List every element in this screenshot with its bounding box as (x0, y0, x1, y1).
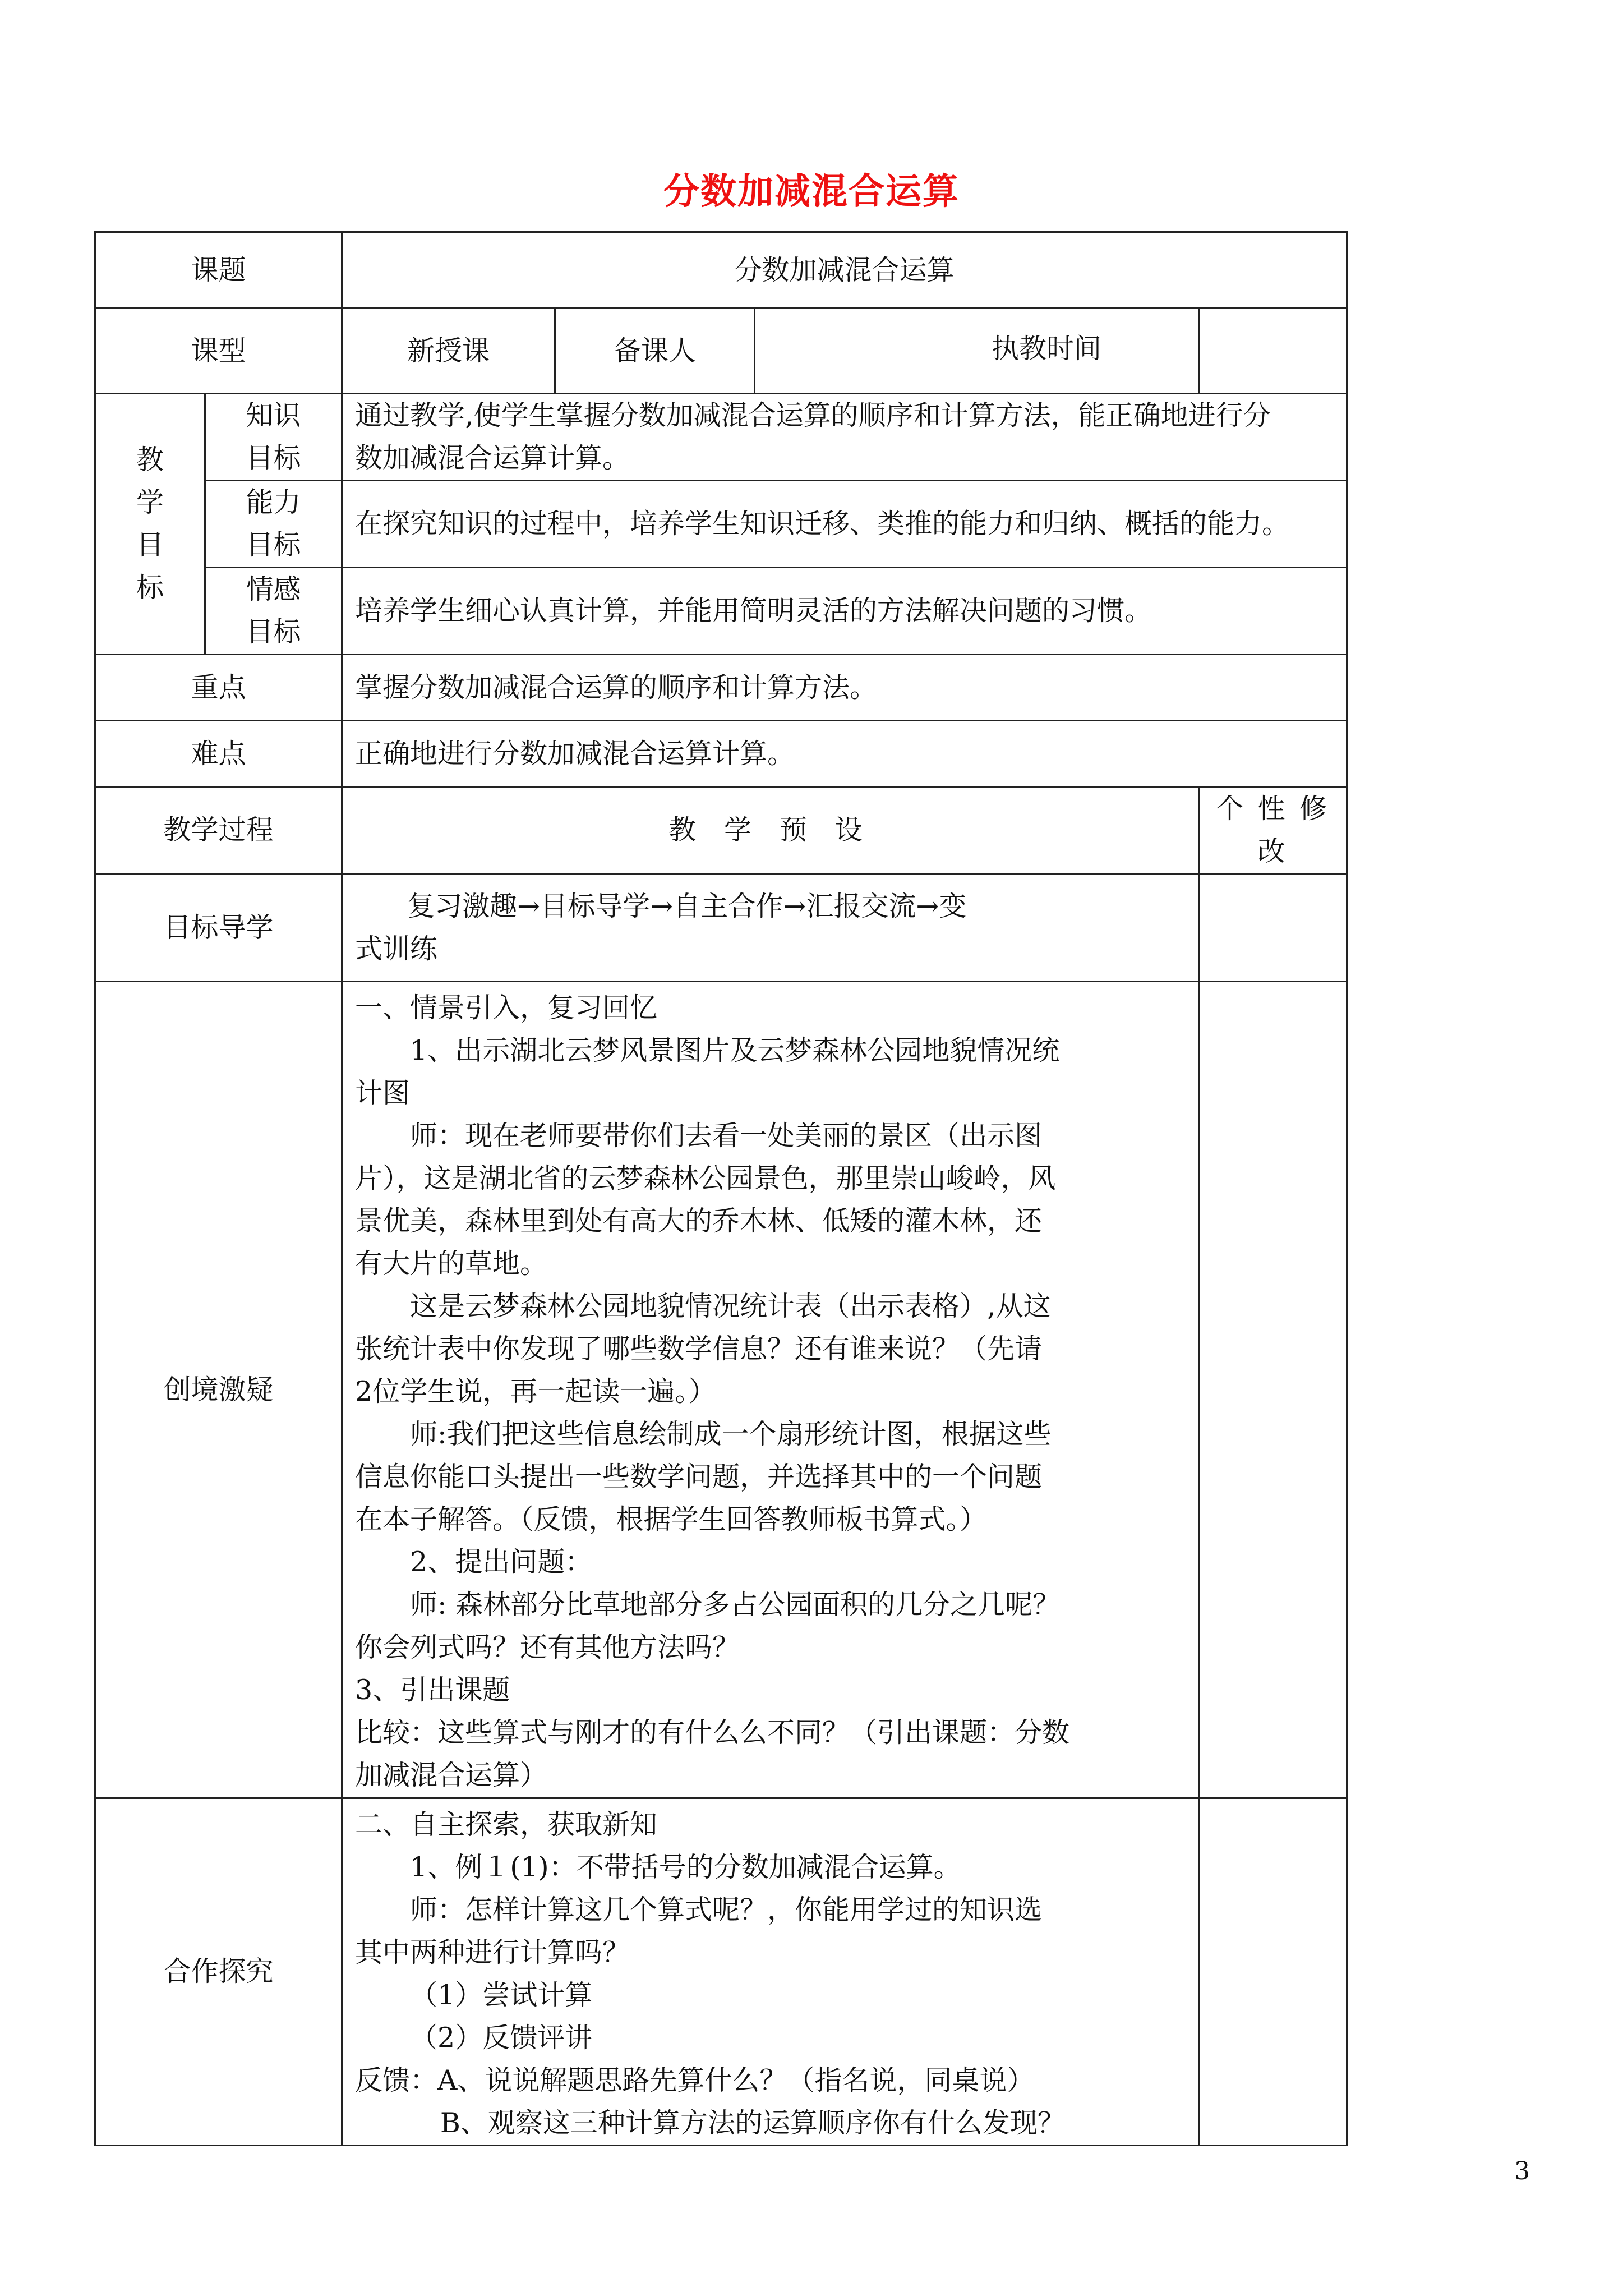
situation-line: 计图 (355, 1077, 411, 1109)
cooperation-modify (1199, 1798, 1347, 2146)
cooperation-line: 反馈：A、说说解题思路先算什么？（指名说，同桌说） (355, 2064, 1035, 2096)
ability-label-line-2: 目标 (246, 529, 301, 561)
situation-line: 这是云梦森林公园地貌情况统计表（出示表格）,从这 (410, 1290, 1051, 1322)
situation-line: 比较：这些算式与刚才的有什么么不同？（引出课题：分数 (355, 1717, 1070, 1749)
row-difficulty (95, 721, 1347, 787)
process-label: 教学过程 (95, 787, 342, 874)
topic-label: 课题 (95, 232, 342, 309)
row-target-guide (95, 874, 1347, 982)
modify-header: 个 性 修 改 (1199, 787, 1347, 874)
situation-line: 2位学生说，再一起读一遍。） (355, 1375, 716, 1407)
key-point-text: 掌握分数加减混合运算的顺序和计算方法。 (342, 655, 1347, 721)
cooperation-line: 二、自主探索，获取新知 (355, 1809, 658, 1841)
knowledge-goal-text (342, 394, 1347, 481)
cooperation-line: B、观察这三种计算方法的运算顺序你有什么发现？ (440, 2107, 1065, 2139)
target-guide-text (342, 874, 1199, 982)
situation-text (342, 982, 1199, 1798)
goals-label-char-3: 目 (136, 529, 164, 561)
cooperation-line: （2）反馈评讲 (410, 2022, 593, 2054)
situation-line: 2、提出问题： (410, 1546, 593, 1578)
situation-line: 有大片的草地。 (355, 1248, 548, 1280)
ability-goal-label (205, 481, 342, 568)
knowledge-goal-label (205, 394, 342, 481)
goals-label-char-4: 标 (136, 572, 164, 604)
row-cooperation (95, 1798, 1347, 2146)
row-process-header (95, 787, 1347, 874)
step-3: 自主合作 (673, 890, 783, 922)
situation-label: 创境激疑 (95, 982, 342, 1798)
situation-modify (1199, 982, 1347, 1798)
arrow-icon: → (517, 890, 541, 922)
target-guide-modify (1199, 874, 1347, 982)
time-value-cell (1199, 309, 1347, 394)
difficulty-label: 难点 (95, 721, 342, 787)
preparer-label: 备课人 (555, 309, 755, 394)
situation-line: 一、情景引入，复习回忆 (355, 992, 658, 1024)
preparer-value (755, 309, 1199, 394)
emotion-goal-text: 培养学生细心认真计算，并能用简明灵活的方法解决问题的习惯。 (342, 568, 1347, 655)
cooperation-line: 其中两种进行计算吗？ (355, 1936, 630, 1968)
goals-label-char-2: 学 (136, 486, 164, 518)
key-point-label: 重点 (95, 655, 342, 721)
teaching-time-label: 执教时间 (992, 333, 1102, 365)
step-1: 复习激趣 (407, 890, 518, 922)
step-2: 目标导学 (540, 890, 651, 922)
type-value: 新授课 (342, 309, 555, 394)
lesson-plan-table (94, 231, 1348, 2146)
situation-line: 张统计表中你发现了哪些数学信息？还有谁来说？（先请 (355, 1333, 1043, 1365)
cooperation-line: 师：怎样计算这几个算式呢？，你能用学过的知识选 (410, 1894, 1043, 1926)
step-4: 汇报交流 (806, 890, 916, 922)
situation-line: 片），这是湖北省的云梦森林公园景色，那里崇山峻岭，风 (355, 1162, 1056, 1194)
situation-line: 信息你能口头提出一些数学问题，并选择其中的一个问题 (355, 1461, 1043, 1493)
row-goal-emotion (95, 568, 1347, 655)
difficulty-text: 正确地进行分数加减混合运算计算。 (342, 721, 1347, 787)
situation-line: 3、引出课题 (355, 1674, 510, 1706)
cooperation-line: （1）尝试计算 (410, 1979, 593, 2011)
situation-line: 景优美，森林里到处有高大的乔木林、低矮的灌木林，还 (355, 1205, 1043, 1237)
situation-line: 你会列式吗？还有其他方法吗？ (355, 1631, 740, 1663)
row-topic (95, 232, 1347, 309)
row-key-point (95, 655, 1347, 721)
topic-value: 分数加减混合运算 (342, 232, 1347, 309)
emotion-label-line-2: 目标 (246, 616, 301, 648)
design-header: 教 学 预 设 (342, 787, 1199, 874)
target-guide-tail: 式训练 (355, 932, 438, 965)
knowledge-label-line-2: 目标 (246, 442, 301, 474)
knowledge-label-line-1: 知识 (246, 399, 301, 431)
target-guide-label: 目标导学 (95, 874, 342, 982)
situation-line: 师:我们把这些信息绘制成一个扇形统计图，根据这些 (410, 1418, 1052, 1450)
teaching-goals-label (95, 394, 205, 655)
goals-label-char-1: 教 (136, 444, 164, 476)
knowledge-text-line-1: 通过教学,使学生掌握分数加减混合运算的顺序和计算方法，能正确地进行分 (355, 399, 1271, 431)
arrow-icon: → (916, 890, 939, 922)
document-title: 分数加减混合运算 (663, 171, 960, 213)
ability-label-line-1: 能力 (246, 486, 301, 518)
arrow-icon: → (783, 890, 806, 922)
emotion-goal-label (205, 568, 342, 655)
page-number: 3 (1514, 2157, 1530, 2185)
row-situation (95, 982, 1347, 1798)
type-label: 课型 (95, 309, 342, 394)
ability-goal-text: 在探究知识的过程中，培养学生知识迁移、类推的能力和归纳、概括的能力。 (342, 481, 1347, 568)
arrow-icon: → (650, 890, 674, 922)
situation-line: 1、出示湖北云梦风景图片及云梦森林公园地貌情况统 (410, 1034, 1060, 1066)
cooperation-line: 1、例１(1)：不带括号的分数加减混合运算。 (410, 1851, 961, 1883)
cooperation-text (342, 1798, 1199, 2146)
situation-line: 师：现在老师要带你们去看一处美丽的景区（出示图 (410, 1120, 1043, 1152)
situation-line: 师: 森林部分比草地部分多占公园面积的几分之几呢？ (410, 1589, 1061, 1621)
step-5: 变 (939, 890, 967, 922)
knowledge-text-line-2: 数加减混合运算计算。 (355, 442, 630, 474)
situation-line: 在本子解答。（反馈，根据学生回答教师板书算式。） (355, 1503, 988, 1535)
situation-line: 加减混合运算） (355, 1759, 548, 1791)
row-goal-knowledge (95, 394, 1347, 481)
emotion-label-line-1: 情感 (246, 573, 301, 605)
row-type (95, 309, 1347, 394)
cooperation-label: 合作探究 (95, 1798, 342, 2146)
row-goal-ability (95, 481, 1347, 568)
